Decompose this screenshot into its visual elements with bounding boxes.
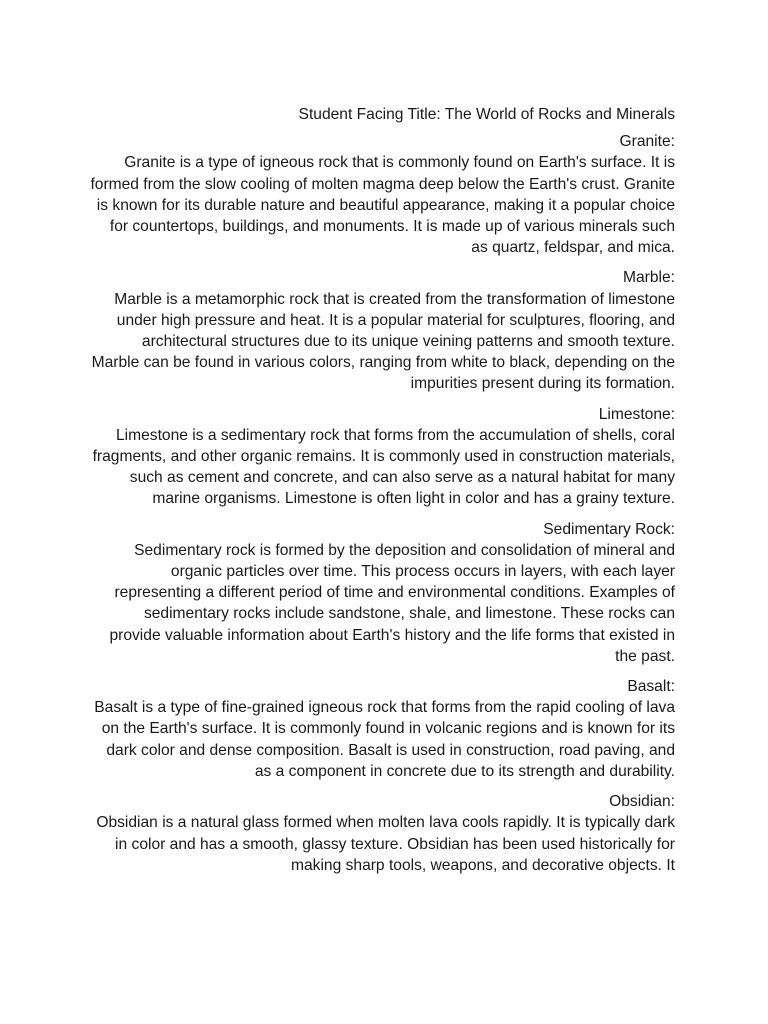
section-text: Obsidian is a natural glass formed when molten lava cools rapidly. It is typically dark in color and has a smooth, glassy texture. Obsidian has been used historically for making sharp tools, weapons, and decorative objects. It xyxy=(96,814,675,874)
section-text: Granite is a type of igneous rock that is commonly found on Earth's surface. It is formed from the slow cooling of molten magma deep below the Earth's crust. Granite is known for its durable nature and beautiful appearance, making it a popular choice for countertops, buildings, and monuments. It is made up of various minerals such as quartz, feldspar, and mica. xyxy=(90,154,675,257)
section-heading: Granite: xyxy=(619,133,675,151)
section-heading: Marble: xyxy=(623,269,675,287)
section-text: Limestone is a sedimentary rock that forms from the accumulation of shells, coral fragments, and other organic remains. It is commonly used in construction materials, such as cement and concrete, and can also serve as a natural habitat for many marine organisms. Limestone is often light in color and has a grainy texture. xyxy=(92,426,675,508)
section-text: Sedimentary rock is formed by the deposition and consolidation of mineral and organic particles over time. This process occurs in layers, with each layer representing a different period of time and environmental conditions. Examples of sedimentary rocks include sandstone, shale, and limestone. These rocks can provide valuable information about Earth's history and the life forms that existed in the past. xyxy=(109,541,675,665)
section-text: Marble is a metamorphic rock that is created from the transformation of limestone under high pressure and heat. It is a popular material for sculptures, flooring, and architectural structures due to its unique veining patterns and smooth texture. Marble can be found in various colors, ranging from white to black, depending on the impurities present during its formation. xyxy=(91,290,675,393)
section-heading: Basalt: xyxy=(627,678,675,696)
section-basalt xyxy=(90,676,675,782)
section-text: Basalt is a type of fine-grained igneous rock that forms from the rapid cooling of lava on the Earth's surface. It is commonly found in volcanic regions and is known for its dark color and dense composition. Basalt is used in construction, road paving, and as a component in concrete due to its strength and durability. xyxy=(94,699,675,780)
section-granite xyxy=(90,131,675,258)
section-obsidian xyxy=(90,791,675,876)
document-title: Student Facing Title: The World of Rocks and Minerals xyxy=(298,106,675,123)
section-limestone xyxy=(90,404,675,510)
section-sedimentary-rock xyxy=(90,519,675,667)
document-content xyxy=(90,104,675,885)
section-heading: Obsidian: xyxy=(609,793,675,811)
section-heading: Sedimentary Rock: xyxy=(543,520,675,538)
section-heading: Limestone: xyxy=(598,405,675,423)
section-marble xyxy=(90,267,675,394)
